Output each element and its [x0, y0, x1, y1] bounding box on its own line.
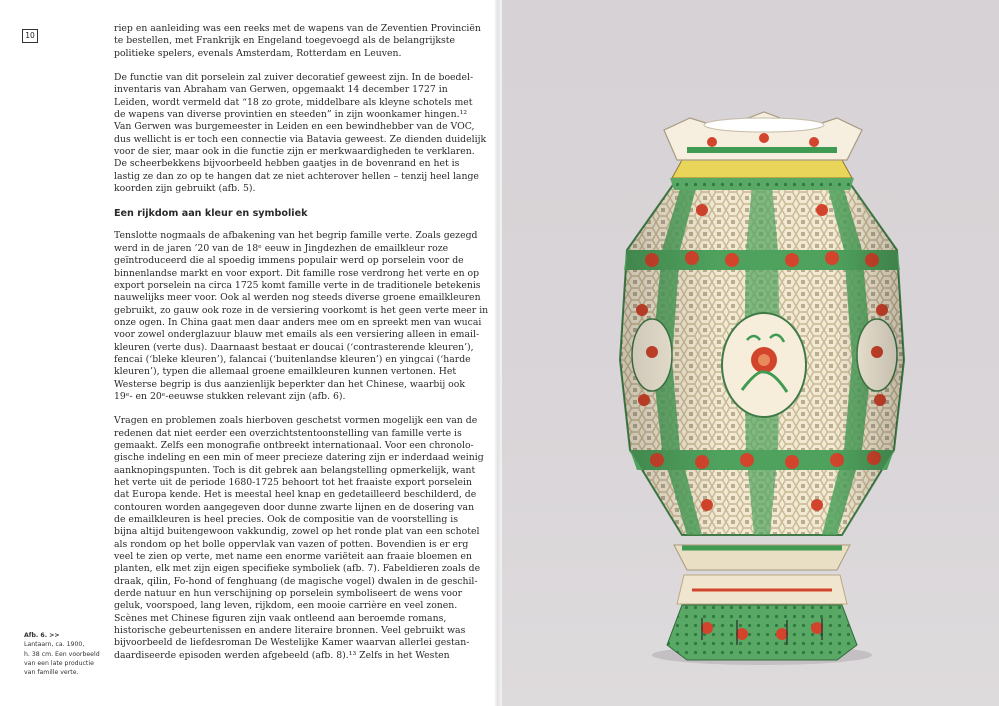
text-line: gebruikt, zo gauw ook roze in de versiering voorkomt is het geen verte meer in: [114, 304, 489, 316]
text-line: kleuren (verte dus). Daarnaast bestaat er doucai (‘contrasterende kleuren’),: [114, 341, 474, 353]
caption-line: van een late productie: [24, 659, 94, 667]
text-line: politieke spelers, evenals Amsterdam, Rotterdam en Leuven.: [114, 47, 402, 59]
text-line: koorden zijn gebruikt (afb. 5).: [114, 183, 256, 195]
caption-line: Lantaarn, ca. 1900,: [24, 641, 85, 649]
text-line: historische gebeurtenissen en andere literaire bronnen. Veel gebruikt was: [114, 625, 466, 637]
text-line: riep en aanleiding was een reeks met de wapens van de Zeventien Provinciën: [114, 23, 481, 34]
left-page: [0, 0, 497, 706]
text-line: kleuren’), typen die allemaal groene emailkleuren kunnen vertonen. Het: [114, 366, 457, 378]
text-line: contouren worden aangegeven door dunne zwarte lijnen en de dosering van: [114, 501, 475, 513]
text-line: de emailkleuren is heel precies. Ook de compositie van de voorstelling is: [114, 514, 458, 526]
text-line: planten, elk met zijn eigen specifieke symboliek (afb. 7). Fabeldieren zoals de: [114, 563, 481, 575]
text-line: dus wellicht is er toch een connectie via Batavia geweest. Ze dienden duidelijk: [114, 133, 487, 145]
text-line: het verte uit de periode 1680-1725 behoort tot het fraaiste export porselein: [114, 477, 472, 488]
text-line: export porselein na circa 1725 komt famille verte in de traditionele betekenis: [114, 279, 481, 291]
lantern-body: [620, 165, 904, 535]
text-line: derde natuur en hun verschijning op porselein symboliseert de wens voor: [114, 588, 463, 600]
lantern-photo: [502, 0, 999, 706]
text-line: binnenlandse markt en voor export. Dit famille rose verdrong het verte en op: [114, 267, 480, 279]
text-line: 19ᵉ- en 20ᵉ-eeuwse stukken relevant zijn (afb. 6).: [114, 390, 346, 402]
text-line: dat Europa kende. Het is meestal heel knap en gedetailleerd beschilderd, de: [114, 489, 477, 501]
book-gutter: [494, 0, 502, 706]
text-line: geïntroduceerd die al spoedig immens populair werd op porselein voor de: [114, 255, 464, 267]
figure-caption: [24, 631, 108, 677]
text-line: draak, qilin, Fo-hond of fenghuang (de magische vogel) dwalen in de geschil-: [114, 575, 478, 587]
text-line: De functie van dit porselein zal zuiver decoratief geweest zijn. In de boedel-: [114, 72, 474, 84]
caption-line: van famille verte.: [24, 669, 79, 677]
text-line: daardiseerde episoden werden afgebeeld (afb. 8).¹³ Zelfs in het Westen: [114, 649, 450, 661]
section-heading: Een rijkdom aan kleur en symboliek: [114, 208, 308, 220]
text-line: bijvoorbeeld de liefdesroman De Westelijke Kamer waarvan allerlei gestan-: [114, 637, 470, 649]
text-line: redenen dat niet eerder een overzichtstentoonstelling van famille verte is: [114, 427, 462, 439]
lantern-crown: [664, 112, 862, 160]
text-line: voor de sier, maar ook in die functie zijn er merkwaardigheden te verklaren.: [114, 146, 475, 158]
main-text-column: [114, 23, 489, 662]
paragraph-3: [114, 230, 489, 403]
paragraph-4: [114, 415, 484, 662]
text-line: gemaakt. Zelfs een monografie ontbreekt internationaal. Voor een chronolo-: [114, 439, 474, 451]
text-line: fencai (‘bleke kleuren’), falancai (‘buitenlandse kleuren’) en yingcai (‘harde: [114, 353, 471, 365]
text-line: De scheerbekkens bijvoorbeeld hebben gaatjes in de bovenrand en het is: [114, 158, 460, 170]
paragraph-1: [114, 23, 481, 60]
lantern-shoulder: [672, 160, 852, 178]
text-line: Scènes met Chinese figuren zijn vaak ontleend aan beroemde romans,: [114, 612, 447, 624]
text-line: voor zowel onderglazuur blauw met emails als een versiering alleen in email-: [114, 329, 480, 341]
text-line: lastig ze dan zo op te hangen dat ze niet achterover hellen – tenzij heel lange: [114, 170, 479, 182]
text-line: inventaris van Abraham van Gerwen, opgemaakt 14 december 1727 in: [114, 84, 448, 96]
text-line: gische indeling en een min of meer precieze datering zijn er inderdaad weinig: [114, 452, 484, 464]
text-line: onze ogen. In China gaat men daar anders mee om en spreekt men van wucai: [114, 316, 482, 328]
text-line: Tenslotte nogmaals de afbakening van het begrip famille verte. Zoals gezegd: [114, 230, 478, 242]
text-line: bijna altijd buitengewoon vakkundig, zowel op het ronde plat van een schotel: [114, 526, 480, 538]
text-line: Van Gerwen was burgemeester in Leiden en een bewindhebber van de VOC,: [114, 121, 475, 133]
text-line: nauwelijks meer voor. Ook al werden nog steeds diverse groene emailkleuren: [114, 292, 481, 304]
page-number: 10: [22, 29, 38, 43]
caption-line: Afb. 6. >>: [24, 632, 60, 639]
text-line: Westerse begrip is dus aanzienlijk beperkter dan het Chinese, waarbij ook: [114, 378, 465, 390]
caption-line: h. 38 cm. Een voorbeeld: [24, 650, 100, 658]
text-line: werd in de jaren ’20 van de 18ᵉ eeuw in Jingdezhen de emailkleur roze: [114, 242, 449, 254]
paragraph-2: [114, 72, 487, 195]
right-page-photo: [502, 0, 999, 706]
text-line: als rondom op het bolle oppervlak van vazen of potten. Bovendien is er erg: [114, 538, 469, 550]
lantern-base: [667, 575, 857, 660]
text-line: de wapens van diverse provintien en steeden” in zijn woonkamer hingen.¹²: [114, 109, 468, 121]
text-line: veel te zien op verte, met name een enorme variëteit aan fraaie bloemen en: [114, 551, 472, 563]
text-line: geluk, voorspoed, lang leven, rijkdom, een mooie carrière en veel zonen.: [114, 600, 458, 612]
text-line: aanknopingspunten. Toch is dit gebrek aan belangstelling opmerkelijk, want: [114, 464, 476, 476]
text-line: Vragen en problemen zoals hierboven geschetst vormen mogelijk een van de: [114, 415, 478, 427]
text-line: te bestellen, met Frankrijk en Engeland toegevoegd als de belangrijkste: [114, 35, 456, 47]
text-line: Leiden, wordt vermeld dat “18 zo grote, middelbare als kleyne schotels met: [114, 96, 473, 108]
